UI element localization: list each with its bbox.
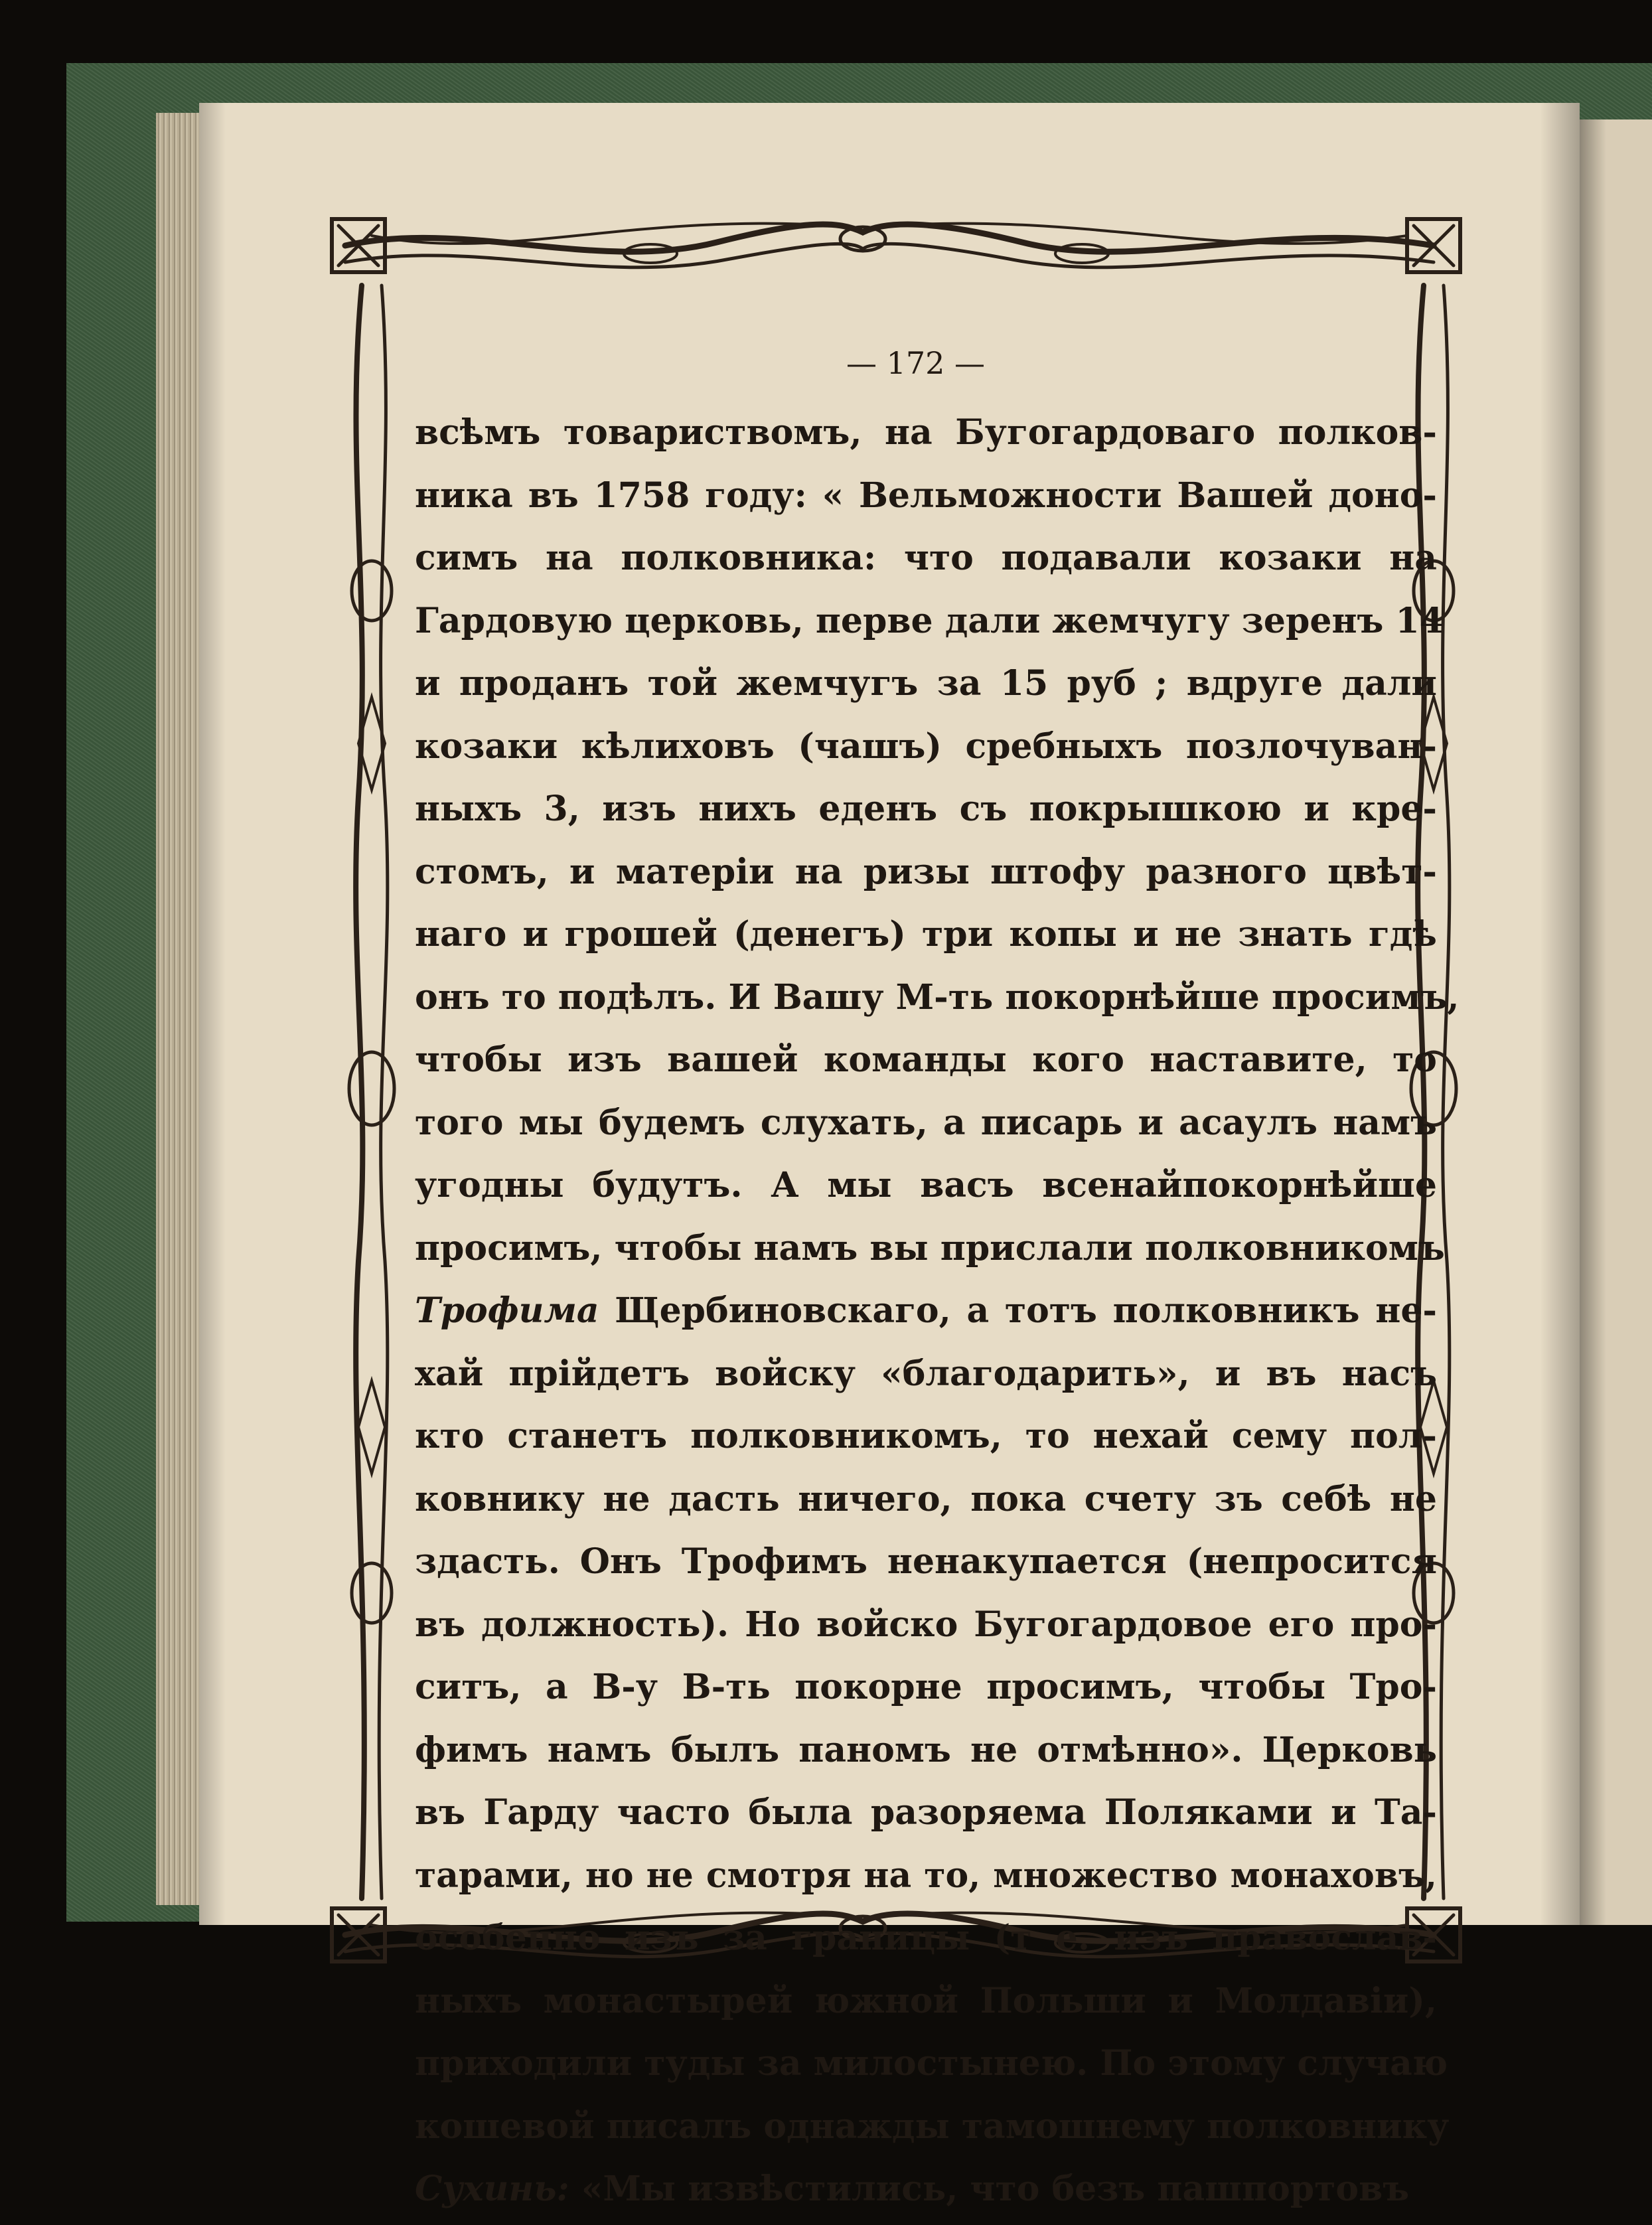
text-segment: Гардовую церковь, перве дали жемчугу зеренъ 14 [415, 600, 1444, 641]
text-line [415, 2158, 1437, 2221]
text-line [415, 1656, 1437, 1719]
text-line [415, 1907, 1437, 1970]
italic-name: Сухинь: [415, 2169, 569, 2209]
text-segment: козаки кѣлиховъ (чашъ) сребныхъ позлочуван- [415, 726, 1437, 767]
text-line [415, 1782, 1437, 1845]
text-line [415, 1468, 1437, 1531]
text-segment: онъ то подѣлъ. И Вашу М-ть покорнѣйше просимъ, [415, 976, 1460, 1018]
text-line [415, 590, 1444, 653]
text-line [415, 966, 1460, 1030]
text-segment: кто станетъ полковникомъ, то нехай сему пол- [415, 1416, 1437, 1456]
text-line [415, 527, 1437, 590]
text-segment: симъ на полковника: что подавали козаки на [415, 538, 1437, 578]
text-segment: просимъ, чтобы намъ вы прислали полковникомъ [415, 1227, 1445, 1268]
text-line [415, 652, 1437, 716]
text-segment: въ Гарду часто была разоряема Поляками и Та- [415, 1792, 1437, 1833]
text-line [415, 2033, 1448, 2096]
text-segment: и проданъ той жемчугъ за 15 руб ; вдруге дали [415, 663, 1437, 704]
text-segment: фимъ намъ былъ паномъ не отмѣнно». Церковь [415, 1729, 1437, 1770]
text-line [415, 1154, 1437, 1217]
text-segment: въ должность). Но войско Бугогардовое его про- [415, 1604, 1437, 1645]
text-segment: ковнику не дасть ничего, пока счету зъ себѣ не [415, 1478, 1437, 1519]
text-line [415, 1594, 1437, 1657]
text-segment: кошевой писалъ однажды тамошнему полковнику [415, 2106, 1450, 2147]
text-line [415, 1531, 1437, 1594]
text-segment: ника въ 1758 году: « Вельможности Вашей доно- [415, 475, 1437, 516]
text-segment: приходили туды за милостынею. По этому случаю [415, 2043, 1448, 2084]
italic-name: Трофима [415, 1290, 599, 1331]
text-line [415, 1343, 1437, 1406]
text-segment: ситъ, а В-у В-ть покорне просимъ, чтобы Тро- [415, 1667, 1437, 1707]
text-segment: ныхъ 3, изъ нихъ еденъ съ покрышкою и кре- [415, 789, 1437, 829]
text-segment: «Мы извѣстились, что безъ пашпортовъ [569, 2169, 1410, 2209]
text-line [415, 841, 1437, 904]
text-line [415, 1719, 1437, 1782]
text-segment: Щербиновскаго, а тотъ полковникъ не- [599, 1290, 1437, 1331]
page-text [415, 402, 1460, 2221]
text-segment: здасть. Онъ Трофимъ ненакупается (непросится [415, 1541, 1437, 1582]
text-line [415, 1845, 1437, 1908]
text-line [415, 716, 1437, 779]
text-line [415, 2096, 1450, 2159]
text-segment: наго и грошей (денегъ) три копы и не знать гдѣ [415, 914, 1437, 955]
text-line [415, 778, 1437, 841]
text-line [415, 1970, 1437, 2033]
text-line [415, 1029, 1437, 1092]
text-segment: стомъ, и матеріи на ризы штофу разного цвѣт- [415, 851, 1437, 892]
text-segment: всѣмъ товариствомъ, на Бугогардоваго полков- [415, 412, 1437, 453]
text-line [415, 465, 1437, 528]
text-line [415, 1280, 1437, 1343]
text-line [415, 903, 1437, 966]
text-segment: особенно изъ за границы (т е. изъ православ- [415, 1918, 1437, 1958]
text-line [415, 1405, 1437, 1468]
text-segment: того мы будемъ слухать, а писарь и асаулъ намъ [415, 1102, 1437, 1143]
text-line [415, 1092, 1437, 1155]
text-line [415, 402, 1437, 465]
text-segment: чтобы изъ вашей команды кого наставите, то [415, 1039, 1437, 1080]
text-segment: ныхъ монастырей южной Польши и Молдавіи), [415, 1980, 1437, 2021]
text-segment: хай прійдетъ войску «благодарить», и въ насъ [415, 1353, 1437, 1394]
text-line [415, 1217, 1445, 1280]
text-segment: тарами, но не смотря на то, множество монаховъ, [415, 1855, 1437, 1896]
text-segment: угодны будутъ. А мы васъ всенайпокорнѣйше [415, 1165, 1437, 1205]
